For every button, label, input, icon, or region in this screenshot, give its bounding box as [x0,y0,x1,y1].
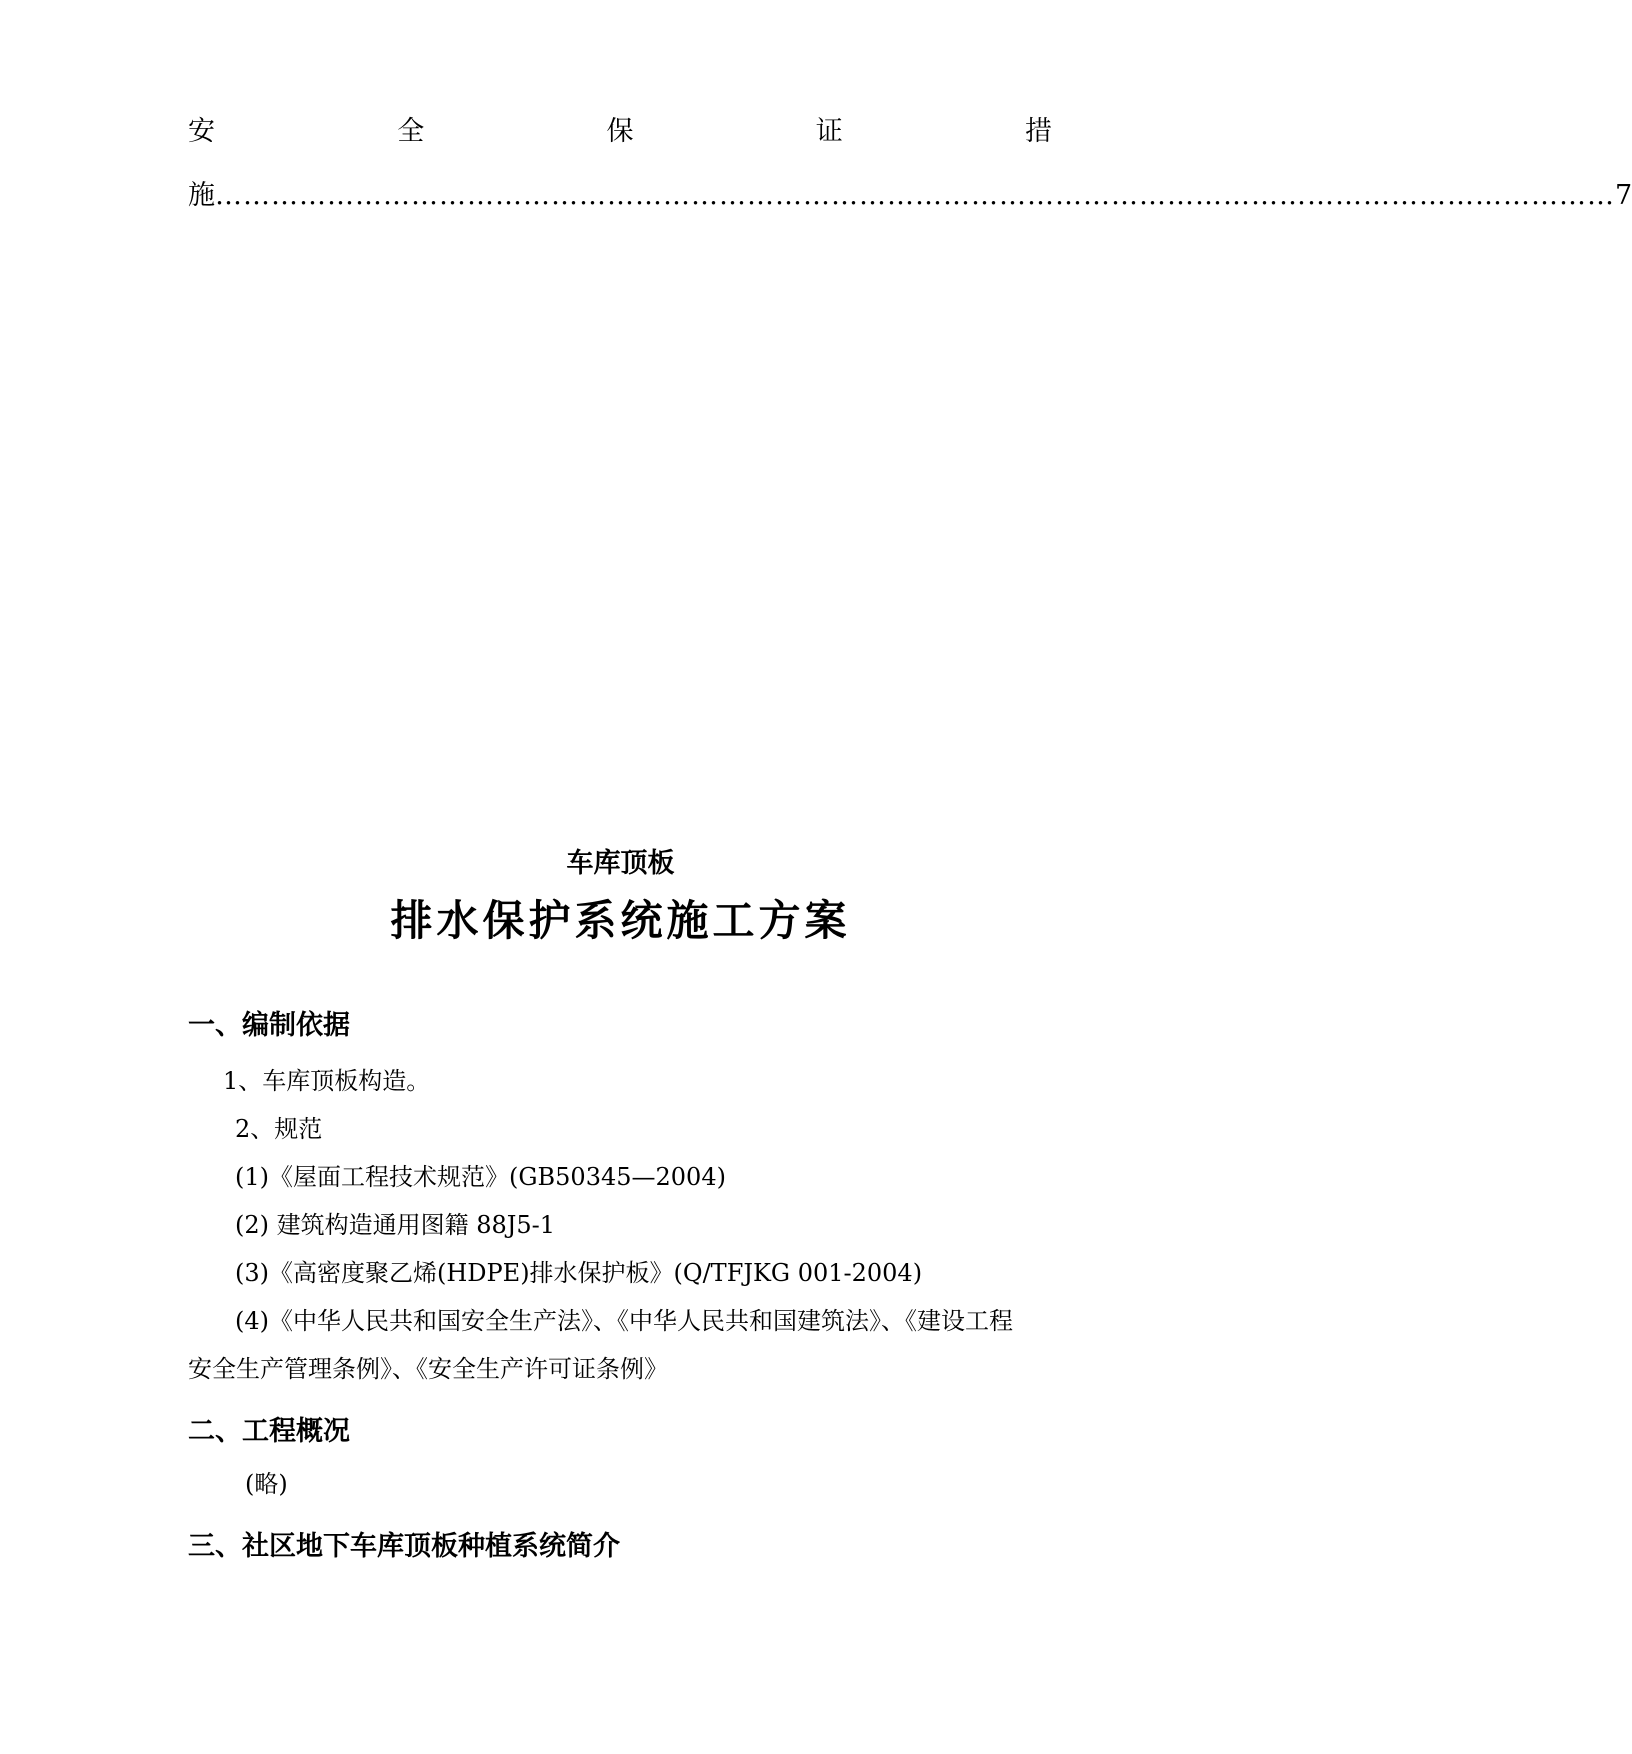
reference-4-line1: (4)《中华人民共和国安全生产法》、《中华人民共和国建筑法》、《建设工程 [235,1307,1013,1335]
document-title: 排水保护系统施工方案 [390,896,851,945]
toc-char: 措 [1025,116,1052,147]
toc-char: 证 [815,116,843,147]
basis-item-2: 2、规范 [235,1115,323,1143]
toc-char: 保 [606,116,634,147]
reference-1: (1)《屋面工程技术规范》(GB50345—2004) [235,1163,726,1191]
toc-page-number: 7 [1615,180,1632,211]
section-heading-planting-system: 三、社区地下车库顶板种植系统简介 [188,1531,620,1562]
toc-char: 全 [397,116,425,147]
section-heading-overview: 二、工程概况 [188,1416,350,1447]
reference-2: (2) 建筑构造通用图籍 88J5-1 [235,1211,556,1239]
toc-entry-line1 [188,112,1052,152]
toc-leader-dots: …………………………………………………………………………………………………………………………………… [215,180,1615,211]
reference-4-line2: 安全生产管理条例》、《安全生产许可证条例》 [188,1355,668,1383]
toc-entry-line2[interactable] [188,176,1632,216]
basis-item-1: 1、车库顶板构造。 [223,1067,431,1095]
overview-body: (略) [245,1470,288,1498]
reference-3: (3)《高密度聚乙烯(HDPE)排水保护板》(Q/TFJKG 001-2004) [235,1259,923,1287]
section-heading-basis: 一、编制依据 [188,1010,350,1041]
toc-char: 安 [188,116,215,147]
document-subtitle: 车库顶板 [566,848,675,879]
toc-char: 施 [188,180,215,211]
